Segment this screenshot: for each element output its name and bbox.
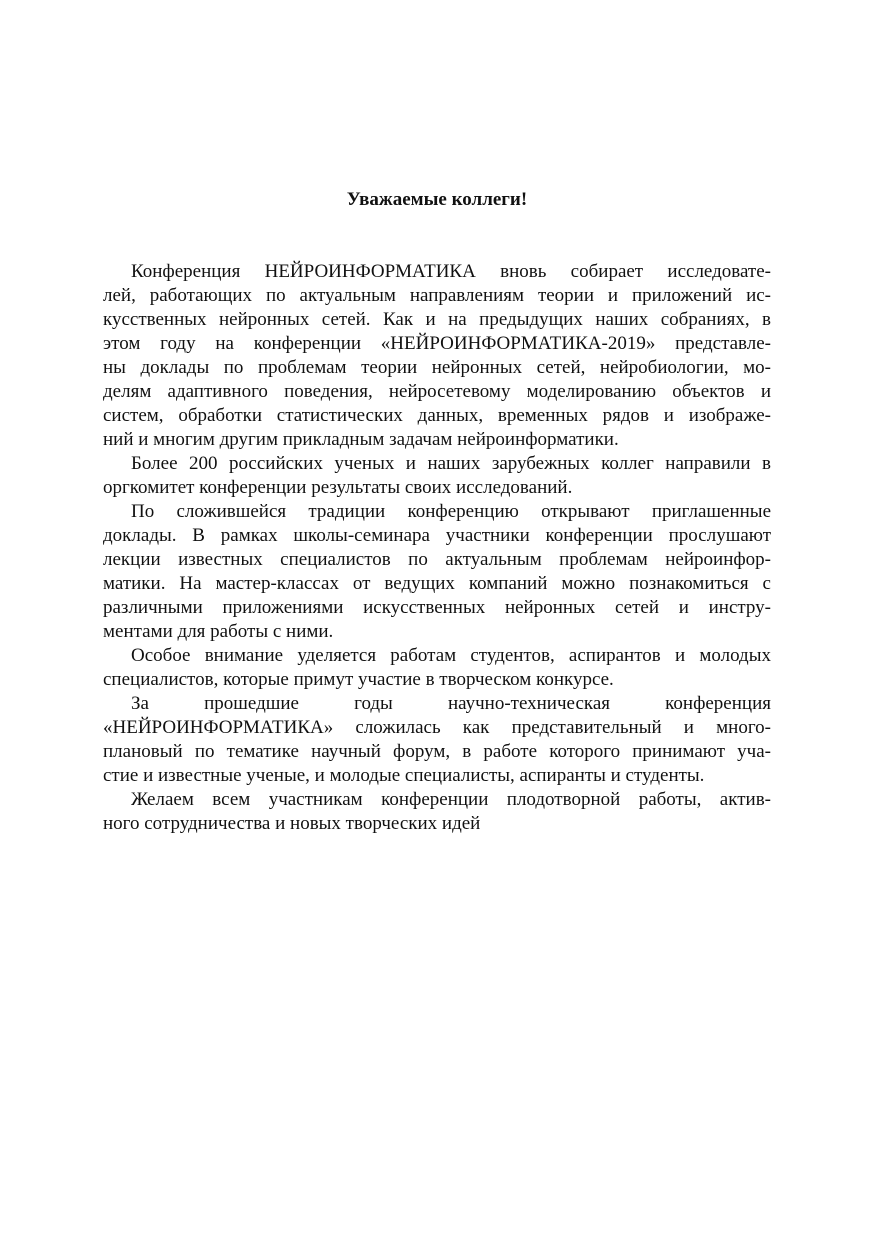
paragraph (103, 692, 771, 788)
text-line: различными приложениями искусственных нейронных сетей и инстру- (103, 597, 771, 618)
text-line: По сложившейся традиции конференцию открывают приглашенные (131, 501, 771, 522)
text-line: оргкомитет конференции результаты своих исследований. (103, 477, 573, 498)
text-line: делям адаптивного поведения, нейросетевому моделированию объектов и (103, 381, 771, 402)
text-line: Особое внимание уделяется работам студентов, аспирантов и молодых (131, 645, 771, 666)
text-line: плановый по тематике научный форум, в работе которого принимают уча- (103, 741, 771, 762)
text-line: лей, работающих по актуальным направлениям теории и приложений ис- (103, 285, 771, 306)
text-line: лекции известных специалистов по актуальным проблемам нейроинфор- (103, 549, 771, 570)
text-line: ментами для работы с ними. (103, 621, 334, 642)
text-line: За прошедшие годы научно-техническая конференция (131, 693, 771, 714)
paragraph (103, 260, 771, 452)
text-line: кусственных нейронных сетей. Как и на предыдущих наших собраниях, в (103, 309, 771, 330)
text-line: систем, обработки статистических данных, временных рядов и изображе- (103, 405, 771, 426)
text-line: этом году на конференции «НЕЙРОИНФОРМАТИКА-2019» представле- (103, 333, 771, 354)
paragraph (103, 500, 771, 644)
text-line: Более 200 российских ученых и наших зарубежных коллег направили в (131, 453, 771, 474)
text-line: Конференция НЕЙРОИНФОРМАТИКА вновь собирает исследовате- (131, 261, 771, 282)
text-line: стие и известные ученые, и молодые специалисты, аспиранты и студенты. (103, 765, 705, 786)
paragraph (103, 452, 771, 500)
text-line: специалистов, которые примут участие в творческом конкурсе. (103, 669, 614, 690)
page-title: Уважаемые коллеги! (346, 189, 528, 210)
text-line: ны доклады по проблемам теории нейронных сетей, нейробиологии, мо- (103, 357, 771, 378)
paragraph (103, 644, 771, 692)
paragraph (103, 788, 771, 836)
text-line: ного сотрудничества и новых творческих идей (103, 813, 481, 834)
text-line: «НЕЙРОИНФОРМАТИКА» сложилась как представительный и много- (103, 717, 771, 738)
letter-body (103, 260, 771, 836)
text-line: Желаем всем участникам конференции плодотворной работы, актив- (131, 789, 771, 810)
text-line: ний и многим другим прикладным задачам нейроинформатики. (103, 429, 619, 450)
text-line: доклады. В рамках школы-семинара участники конференции прослушают (103, 525, 771, 546)
text-line: матики. На мастер-классах от ведущих компаний можно познакомиться с (103, 573, 771, 594)
